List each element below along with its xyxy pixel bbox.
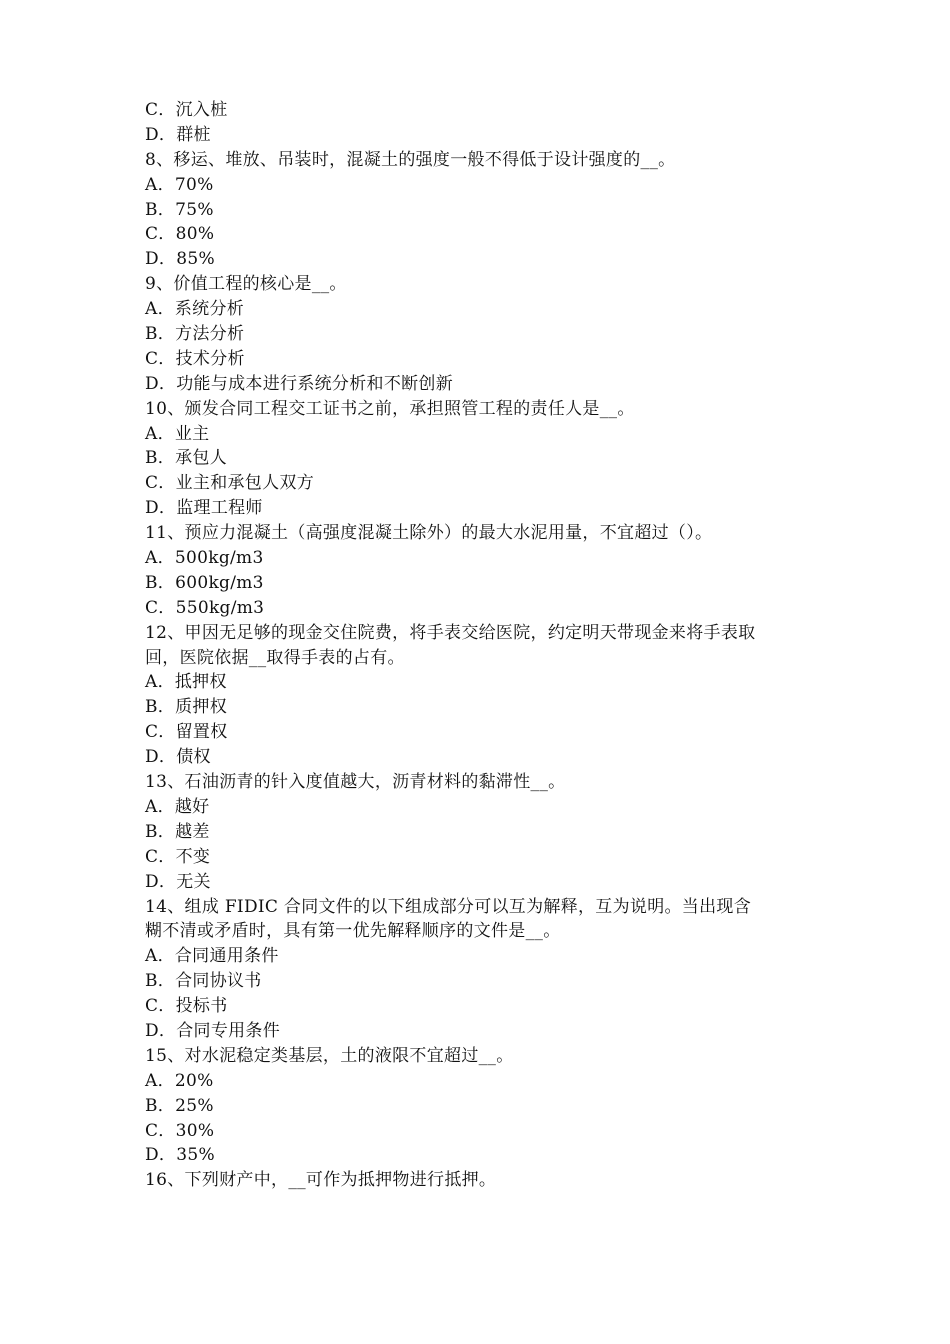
option-d-q14: D．合同专用条件 <box>145 1020 281 1041</box>
question-10: 10、颁发合同工程交工证书之前，承担照管工程的责任人是__。 <box>145 398 635 419</box>
option-d-q13: D．无关 <box>145 871 211 892</box>
option-a-q8: A．70% <box>145 174 214 195</box>
option-c-q12: C．留置权 <box>145 722 228 743</box>
exam-text-body <box>145 98 815 1193</box>
option-a-q12: A．抵押权 <box>145 672 227 693</box>
question-13: 13、石油沥青的针入度值越大，沥青材料的黏滞性__。 <box>145 772 566 793</box>
option-b-q12: B．质押权 <box>145 697 227 718</box>
option-a-q13: A．越好 <box>145 796 210 817</box>
option-a-q14: A．合同通用条件 <box>145 946 279 967</box>
option-d-q9: D．功能与成本进行系统分析和不断创新 <box>145 373 454 394</box>
question-14-continued: 糊不清或矛盾时，具有第一优先解释顺序的文件是__。 <box>145 921 561 942</box>
option-a-q9: A．系统分析 <box>145 299 245 320</box>
question-14: 14、组成 FIDIC 合同文件的以下组成部分可以互为解释，互为说明。当出现含 <box>145 896 752 917</box>
option-b-q11: B．600kg/m3 <box>145 572 264 593</box>
question-8: 8、移运、堆放、吊装时，混凝土的强度一般不得低于设计强度的__。 <box>145 149 676 170</box>
option-a-q11: A．500kg/m3 <box>145 548 264 569</box>
question-16: 16、下列财产中，__可作为抵押物进行抵押。 <box>145 1170 497 1191</box>
option-b-q15: B．25% <box>145 1095 214 1116</box>
question-11: 11、预应力混凝土（高强度混凝土除外）的最大水泥用量，不宜超过（）。 <box>145 523 713 544</box>
option-d-q12: D．债权 <box>145 747 211 768</box>
option-d-q10: D．监理工程师 <box>145 498 263 519</box>
option-a-q10: A．业主 <box>145 423 210 444</box>
option-c-q8: C．80% <box>145 224 215 245</box>
option-b-q8: B．75% <box>145 199 214 220</box>
option-c-q15: C．30% <box>145 1120 215 1141</box>
option-b-q13: B．越差 <box>145 821 210 842</box>
question-9: 9、价值工程的核心是__。 <box>145 274 347 295</box>
question-15: 15、对水泥稳定类基层，土的液限不宜超过__。 <box>145 1045 514 1066</box>
option-d-q15: D．35% <box>145 1145 215 1166</box>
option-c-q9: C．技术分析 <box>145 348 245 369</box>
option-d-q7: D．群桩 <box>145 124 211 145</box>
option-c-q7: C．沉入桩 <box>145 100 228 120</box>
option-c-q13: C．不变 <box>145 846 211 867</box>
question-12: 12、甲因无足够的现金交住院费，将手表交给医院，约定明天带现金来将手表取 <box>145 622 756 643</box>
option-b-q14: B．合同协议书 <box>145 971 262 992</box>
option-c-q10: C．业主和承包人双方 <box>145 473 315 494</box>
option-c-q11: C．550kg/m3 <box>145 597 265 618</box>
option-d-q8: D．85% <box>145 249 215 270</box>
option-b-q10: B．承包人 <box>145 448 227 469</box>
option-b-q9: B．方法分析 <box>145 324 245 345</box>
option-c-q14: C．投标书 <box>145 996 228 1017</box>
question-12-continued: 回，医院依据__取得手表的占有。 <box>145 647 405 668</box>
option-a-q15: A．20% <box>145 1070 214 1091</box>
